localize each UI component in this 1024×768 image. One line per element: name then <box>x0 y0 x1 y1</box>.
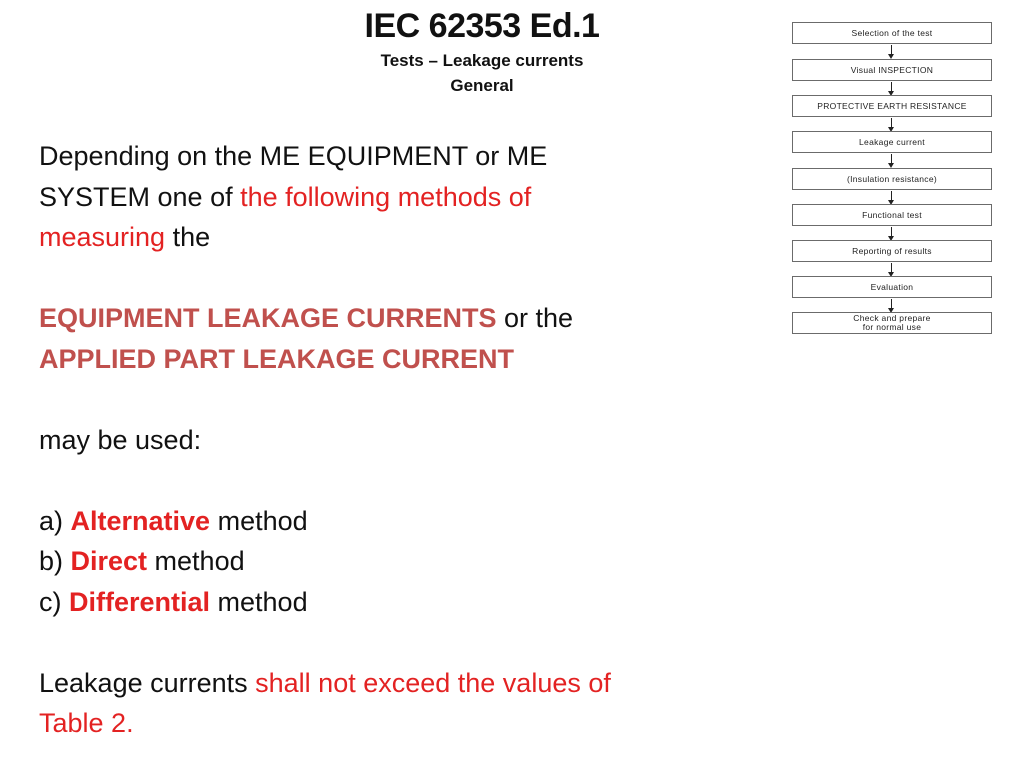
flow-step-visual-inspection: Visual INSPECTION <box>792 59 992 81</box>
intro-text-2: SYSTEM one of <box>39 181 241 212</box>
flow-arrow <box>891 45 893 59</box>
flow-step-functional-test: Functional test <box>792 204 992 226</box>
spacer <box>39 460 779 501</box>
or-the-text: or the <box>496 303 574 333</box>
method-suffix: method <box>147 546 245 576</box>
limit-emphasis: shall not exceed the values of <box>255 667 611 698</box>
flow-step-reporting: Reporting of results <box>792 240 992 262</box>
page-title: IEC 62353 Ed.1 <box>364 7 600 45</box>
flow-arrow <box>891 263 893 277</box>
subtitle-tests: Tests – Leakage currents <box>380 51 584 70</box>
table-reference: Table 2. <box>39 708 134 738</box>
method-name-alternative: Alternative <box>70 505 211 536</box>
method-item-b <box>39 541 779 582</box>
spacer <box>39 622 779 663</box>
method-item-c <box>39 582 779 623</box>
paragraph-1-line-3 <box>39 217 779 258</box>
paragraph-1-line-2 <box>39 177 779 218</box>
paragraph-5-line-2 <box>39 703 779 744</box>
equipment-leakage-term: EQUIPMENT LEAKAGE CURRENTS <box>39 303 497 333</box>
flow-step-check-prepare: Check and prepare for normal use <box>792 312 992 334</box>
flow-step-evaluation: Evaluation <box>792 276 992 298</box>
intro-text: Depending on the ME EQUIPMENT or ME <box>39 141 548 171</box>
paragraph-1-line-1 <box>39 136 779 177</box>
spacer <box>39 258 779 299</box>
flow-arrow <box>891 299 893 313</box>
the-text: the <box>165 222 211 252</box>
methods-emphasis: the following methods of <box>240 181 532 212</box>
flow-step-selection: Selection of the test <box>792 22 992 44</box>
method-name-differential: Differential <box>69 586 211 617</box>
paragraph-2-line-2 <box>39 339 779 380</box>
paragraph-5-line-1 <box>39 663 779 704</box>
method-suffix: method <box>210 505 308 536</box>
flow-arrow <box>891 227 893 241</box>
flow-arrow <box>891 82 893 96</box>
paragraph-3 <box>39 420 779 461</box>
applied-part-term: APPLIED PART LEAKAGE CURRENT <box>39 343 515 374</box>
title-block <box>262 4 702 98</box>
method-prefix: b) <box>39 546 71 576</box>
paragraph-2-line-1 <box>39 298 779 339</box>
method-name-direct: Direct <box>70 546 148 576</box>
method-prefix: a) <box>39 505 71 536</box>
slide-body <box>39 136 779 744</box>
flow-step-insulation: (Insulation resistance) <box>792 168 992 190</box>
flow-step-protective-earth: PROTECTIVE EARTH RESISTANCE <box>792 95 992 117</box>
measuring-emphasis: measuring <box>39 222 166 252</box>
method-item-a <box>39 501 779 542</box>
method-suffix: method <box>210 586 308 617</box>
flow-arrow <box>891 191 893 205</box>
flow-step-leakage-current: Leakage current <box>792 131 992 153</box>
flow-arrow <box>891 118 893 132</box>
may-be-used-text: may be used: <box>39 424 202 455</box>
spacer <box>39 379 779 420</box>
flow-arrow <box>891 154 893 168</box>
leakage-currents-text: Leakage currents <box>39 667 256 698</box>
subtitle-general: General <box>450 76 514 95</box>
method-prefix: c) <box>39 586 69 617</box>
